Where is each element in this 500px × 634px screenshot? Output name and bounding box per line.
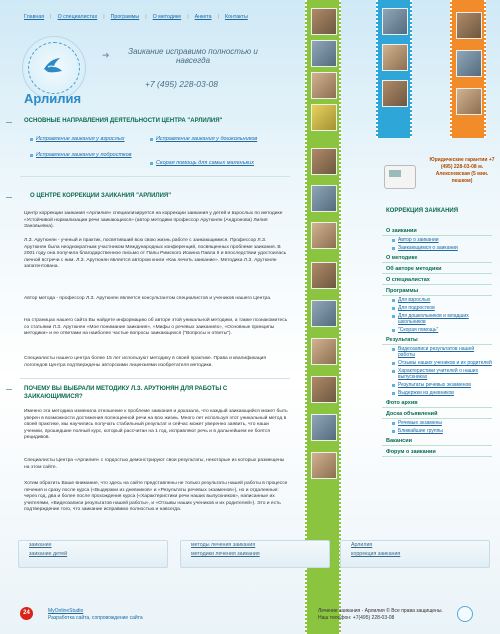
pin-icon [6,389,12,394]
about-p1: Центр коррекции заикания «Арлилия» специализируется на коррекции заикания у детей и взрослых по методике «Устойчивой нормализации речи заикающихся» (автор методики профессор Арутюнян (Андронова) Лилия Зановьевна). [24,211,283,229]
sidebar-link[interactable]: Автор о заикании [382,236,492,244]
sidebar-section[interactable]: О заикании [382,227,492,236]
sidebar-link[interactable]: Выдержки из дневников [382,389,492,397]
sidebar-link[interactable]: "Скорая помощь" [382,326,492,334]
photo-thumb[interactable] [456,50,482,77]
photo-thumb[interactable] [311,452,337,479]
directions-title: ОСНОВНЫЕ НАПРАВЛЕНИЯ ДЕЯТЕЛЬНОСТИ ЦЕНТРА "АРЛИЛИЯ" [24,118,223,124]
nav-separator: | [103,14,105,20]
footer-box [340,540,490,568]
counter-badge[interactable]: 24 [20,607,33,620]
photo-thumb[interactable] [311,414,337,441]
footer-box [18,540,168,568]
photo-thumb[interactable] [311,222,337,249]
photo-thumb[interactable] [311,300,337,327]
about-p4: На страницах нашего сайта Вы найдете информацию об авторе этой уникальной методики, а также познакомитесь со статьями Л.З. Арутюнян «Мое понимание заикания», «Мифы о речевых заиканиях», «Основные принципы методики» и ее ответами на наиболее частые вопросы заикающихся ("Вопросы и ответы"). [24,318,288,336]
pin-icon [6,197,12,202]
direction-teens[interactable]: Исправление заикания у подростков [36,152,146,159]
nav-programs[interactable]: Программы [110,14,140,20]
about-p2: Л.З. Арутюнян - ученый и практик, посвятивший всю свою жизнь работе с заикающимися. Профессор Л.З. Арутюнян была неоднократным участником Международных конференций, посвященных проблеме заикания. В 2001 году она получила благодарственное письмо от Папы Римского Иоанна Павла II и впоследствии удостоилась личной встречи с ним. Л.З. Арутюнян является автором книги «Как лечить заикание». Методика Л.З. Арутюнян запатентована. [24,238,287,269]
footer-link[interactable]: методики лечения заикания [191,551,260,557]
studio-sub: Разработка сайта, сопровождение сайта [48,615,143,621]
sidebar-link[interactable]: Заикающимся о заикании [382,244,492,252]
top-nav [24,14,248,20]
footer-link[interactable]: заикание детей [29,551,68,557]
copyright-line: Лечение заикания - Арлилия © Все права защищены. [318,608,443,614]
nav-specialists[interactable]: О специалистах [57,14,98,20]
sidebar-section[interactable]: Доска объявлений [382,410,492,419]
sidebar-section[interactable]: О специалистах [382,276,492,285]
nav-separator: | [145,14,147,20]
studio-credit [48,608,143,622]
about-p3: Автор метода - профессор Л.З. Арутюнян является консультантом специалистов и учеников нашего Центра. [24,296,272,301]
photo-thumb[interactable] [456,12,482,39]
nav-separator: | [50,14,52,20]
copyright [318,608,443,622]
sidebar-link[interactable]: Для взрослых [382,296,492,304]
about-p5: Специалисты нашего центра более 15 лет используют методику в своей практике. Права и квалификация логопедов Центра подтверждены авторскими лицензиями изобретателя методики. [24,356,267,368]
sidebar-heading: КОРРЕКЦИЯ ЗАИКАНИЯ [386,208,459,214]
footer-link[interactable]: коррекция заикания [351,551,401,557]
sidebar-menu [382,225,492,457]
photo-strip-right [450,0,486,138]
about-title: О ЦЕНТРЕ КОРРЕКЦИИ ЗАИКАНИЯ "АРЛИЛИЯ" [30,193,172,199]
why-p3: Хотим обратить Ваше внимание, что здесь на сайте представлены не только результаты нашей работы в процессе лечения и сразу после курса («Выдержки из дневников» и «Результаты речевых экзаменов»), но и отдаленные: через год, два и более после прохождения курса («Характеристики речи наших выпускников», написанные их учителями, «Видеозаписи результатов нашей работы», и «Отзывы наших учеников и их родителей»). Это и есть подтверждение того, что заикание исправимо полностью и навсегда. [24,481,288,512]
photo-thumb[interactable] [311,8,337,35]
sidebar-section[interactable]: Вакансии [382,437,492,446]
photo-thumb[interactable] [382,80,408,107]
sidebar-link[interactable]: Для дошкольников и младших школьников [382,312,492,326]
nav-separator: | [187,14,189,20]
photo-strip-left [305,0,341,634]
footer-link[interactable]: Арлилия [351,542,373,548]
nav-separator: | [217,14,219,20]
divider [20,176,290,177]
photo-thumb[interactable] [311,376,337,403]
footer-link[interactable]: заикание [29,542,52,548]
nav-home[interactable]: Главная [24,14,45,20]
sidebar-link[interactable]: Для подростков [382,304,492,312]
photo-thumb[interactable] [311,185,337,212]
photo-thumb[interactable] [311,262,337,289]
photo-thumb[interactable] [382,8,408,35]
studio-link[interactable]: MyOnlineStudio [48,608,84,614]
header-slogan: Заикание исправимо полностью и навсегда [128,47,258,65]
why-p1: Именно эта методика изменила отношение к проблеме заикания и доказала, что каждый заикающийся может быть уверен в возможности достижения полноценной речи на всю жизнь. Много лет используя этот уникальный метод в своей практике, мы научились получать стабильный результат и сейчас может уверенно заявить, что наши ученики, прошедшие полный курс, который рассчитан на 1 год, исправляют речь и в дальнейшем не боятся рецидивов. [24,409,288,440]
arrow-icon: ➜ [102,50,110,60]
dove-icon [42,55,64,77]
brand-name: Арлилия [24,91,82,106]
sidebar-section[interactable]: Форум о заикании [382,448,492,457]
sidebar-section[interactable]: Об авторе методики [382,265,492,274]
direction-little[interactable]: Скорая помощь для самых маленьких [156,160,296,167]
footer-phone: Наш телефон: +7(495) 228-03-08 [318,615,395,621]
footer-link[interactable]: методы лечения заикания [191,542,256,548]
divider [20,378,290,379]
photo-thumb[interactable] [456,88,482,115]
photo-thumb[interactable] [382,44,408,71]
photo-thumb[interactable] [311,72,337,99]
photo-strip-mid [376,0,412,138]
sidebar-section[interactable]: Программы [382,287,492,296]
sidebar-link[interactable]: Отзывы наших учеников и их родителей [382,359,492,367]
photo-thumb[interactable] [311,40,337,67]
sidebar-link[interactable]: Ближайшие группы [382,427,492,435]
legal-guarantee: Юридические гарантии +7 (495) 228-03-08 м. Алексеевская (5 мин. пешком) [429,157,495,184]
sidebar-link[interactable]: Речевые экзамены [382,419,492,427]
nav-method[interactable]: О методике [152,14,182,20]
pin-icon [6,122,12,127]
why-title: ПОЧЕМУ ВЫ ВЫБРАЛИ МЕТОДИКУ Л.З. АРУТЮНЯН ДЛЯ РАБОТЫ С ЗАИКАЮЩИМИСЯ? [24,386,228,400]
nav-contacts[interactable]: Контакты [224,14,248,20]
header-phone: +7 (495) 228-03-08 [145,79,219,89]
sidebar-section[interactable]: Фото архив [382,399,492,408]
footer-box [180,540,330,568]
direction-adults[interactable]: Исправление заикания у взрослых [36,136,146,143]
why-p2: Специалисты Центра «Арлилия» с гордостью демонстрируют свои результаты, некоторые из которых размещены на этом сайте. [24,458,285,470]
photo-thumb[interactable] [311,338,337,365]
nav-survey[interactable]: Анкета [194,14,212,20]
sidebar-section[interactable]: Результаты [382,336,492,345]
sidebar-link[interactable]: Характеристики учителей о наших выпускниках [382,367,492,381]
sidebar-link[interactable]: Видеозаписи результатов нашей работы [382,345,492,359]
fax-icon [384,165,416,189]
photo-thumb[interactable] [311,104,337,131]
photo-thumb[interactable] [311,148,337,175]
footer-logo[interactable] [457,606,473,622]
sidebar-link[interactable]: Результаты речевых экзаменов [382,381,492,389]
sidebar-section[interactable]: О методике [382,254,492,263]
direction-preschool[interactable]: Исправление заикания у дошкольников [156,136,266,143]
